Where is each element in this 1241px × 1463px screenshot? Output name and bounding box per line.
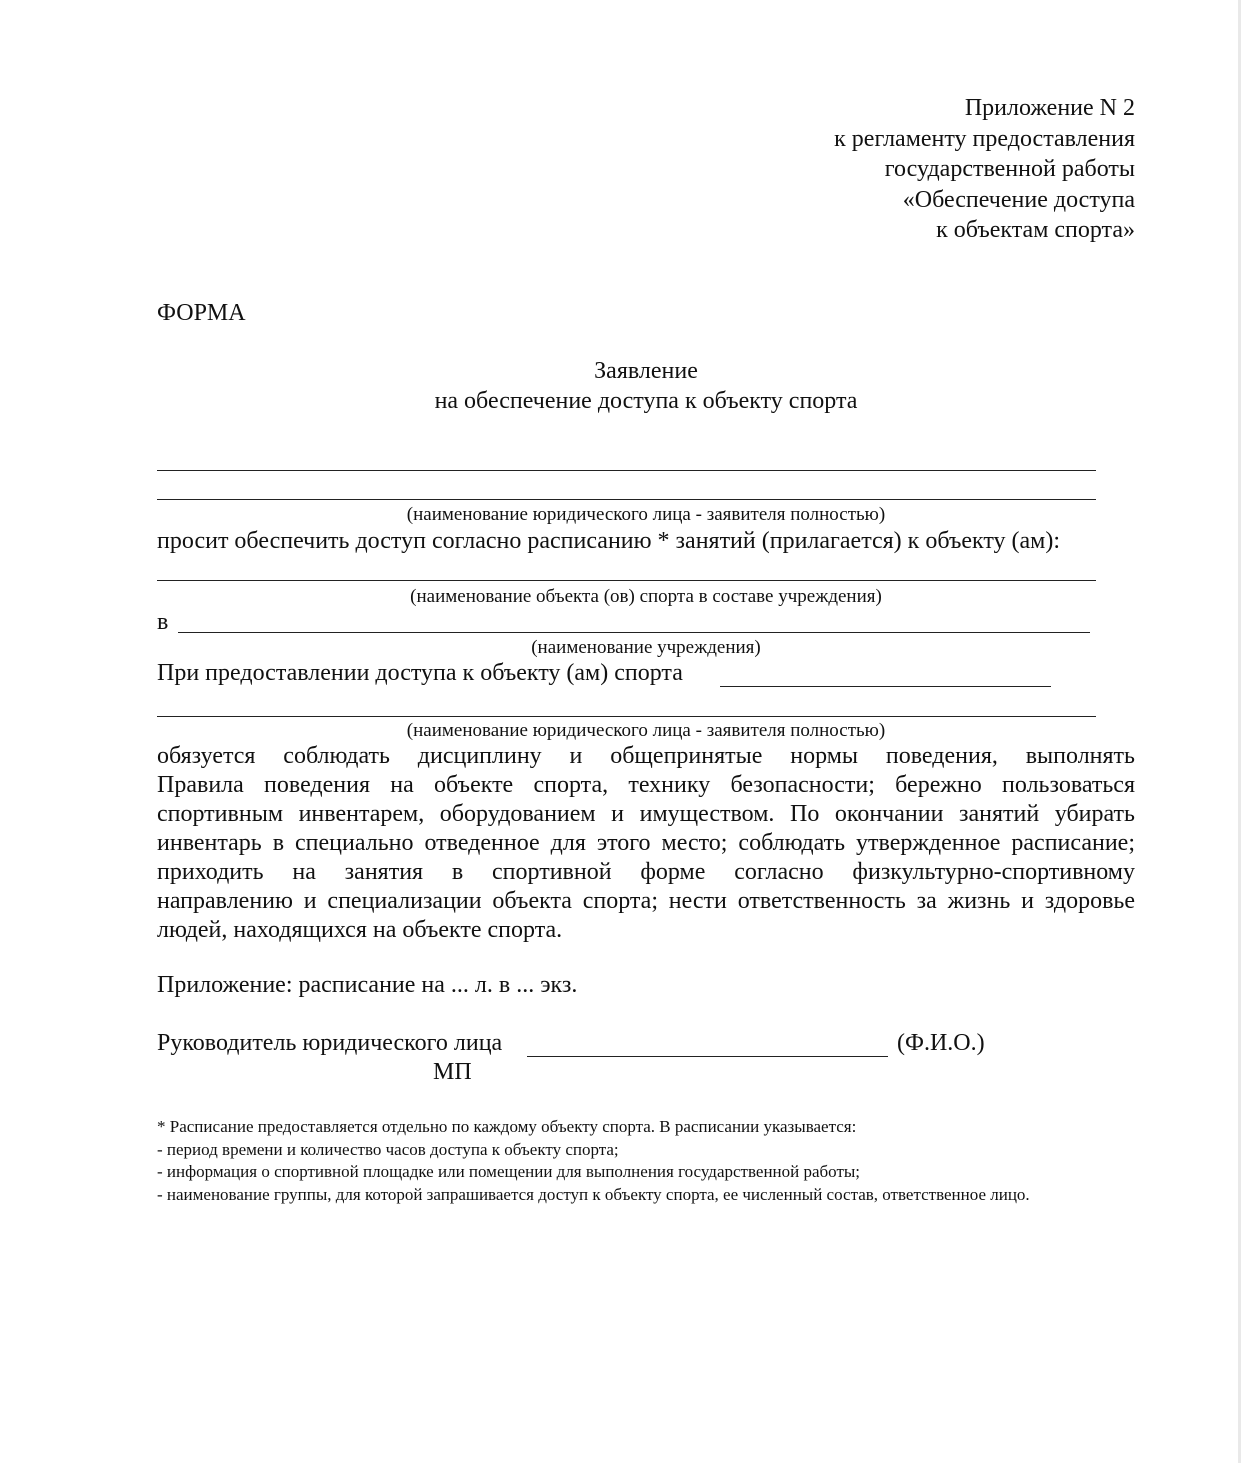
applicant-name-line-2[interactable]: [157, 716, 1096, 717]
paragraph-line: спортивным инвентарем, оборудованием и имуществом. По окончании занятий убирать: [157, 801, 1135, 827]
document-title: Заявление: [594, 358, 698, 384]
objects-name-caption: (наименование объекта (ов) спорта в составе учреждения): [410, 586, 882, 607]
footnote: [157, 1116, 1030, 1206]
appendix-line: Приложение N 2: [964, 95, 1135, 121]
applicant-name-caption-2: (наименование юридического лица - заявителя полностью): [406, 720, 886, 741]
obligations-paragraph: [157, 742, 1135, 945]
applicant-name-line[interactable]: [157, 499, 1096, 500]
paragraph-line: людей, находящихся на объекте спорта.: [157, 917, 563, 943]
document-subtitle: на обеспечение доступа к объекту спорта: [434, 388, 858, 414]
appendix-line: «Обеспечение доступа: [902, 186, 1135, 213]
appendix-header: [834, 93, 1135, 246]
request-text: просит обеспечить доступ согласно расписанию * занятий (прилагается) к объекту (ам):: [157, 528, 1061, 554]
stamp-label: МП: [433, 1059, 472, 1085]
in-label: в: [157, 609, 169, 635]
paragraph-line: приходить на занятия в спортивной форме согласно физкультурно-спортивному: [157, 859, 1135, 885]
applicant-name-line[interactable]: [157, 470, 1096, 471]
access-text: При предоставлении доступа к объекту (ам) спорта: [157, 660, 683, 686]
signature-line[interactable]: [527, 1056, 888, 1057]
fio-label: (Ф.И.О.): [897, 1030, 985, 1056]
paragraph-line: обязуется соблюдать дисциплину и общепринятые нормы поведения, выполнять: [157, 743, 1135, 769]
footnote-line: - период времени и количество часов доступа к объекту спорта;: [157, 1139, 619, 1159]
footnote-line: - информация о спортивной площадке или помещении для выполнения государственной работы;: [157, 1162, 861, 1181]
access-entity-line[interactable]: [720, 686, 1051, 687]
applicant-name-caption: (наименование юридического лица - заявителя полностью): [406, 504, 886, 525]
footnote-line: * Расписание предоставляется отдельно по каждому объекту спорта. В расписании указывается:: [157, 1117, 857, 1136]
form-label: ФОРМА: [157, 300, 246, 326]
footnote-line: - наименование группы, для которой запрашивается доступ к объекту спорта, ее численный состав, ответственное лицо.: [157, 1184, 1030, 1204]
paragraph-line: Правила поведения на объекте спорта, технику безопасности; бережно пользоваться: [157, 772, 1135, 798]
objects-name-line[interactable]: [157, 580, 1096, 581]
appendix-line: государственной работы: [884, 156, 1135, 182]
paragraph-line: направлению и специализации объекта спорта; нести ответственность за жизнь и здоровье: [157, 888, 1135, 914]
appendix-line: к регламенту предоставления: [834, 125, 1135, 152]
paragraph-line: инвентарь в специально отведенное для этого место; соблюдать утвержденное расписание;: [157, 830, 1135, 856]
attachment-text: Приложение: расписание на ... л. в ... экз.: [157, 972, 578, 998]
institution-name-line[interactable]: [178, 632, 1090, 633]
institution-name-caption: (наименование учреждения): [531, 637, 761, 658]
signature-label: Руководитель юридического лица: [157, 1030, 503, 1056]
appendix-line: к объектам спорта»: [936, 217, 1135, 243]
